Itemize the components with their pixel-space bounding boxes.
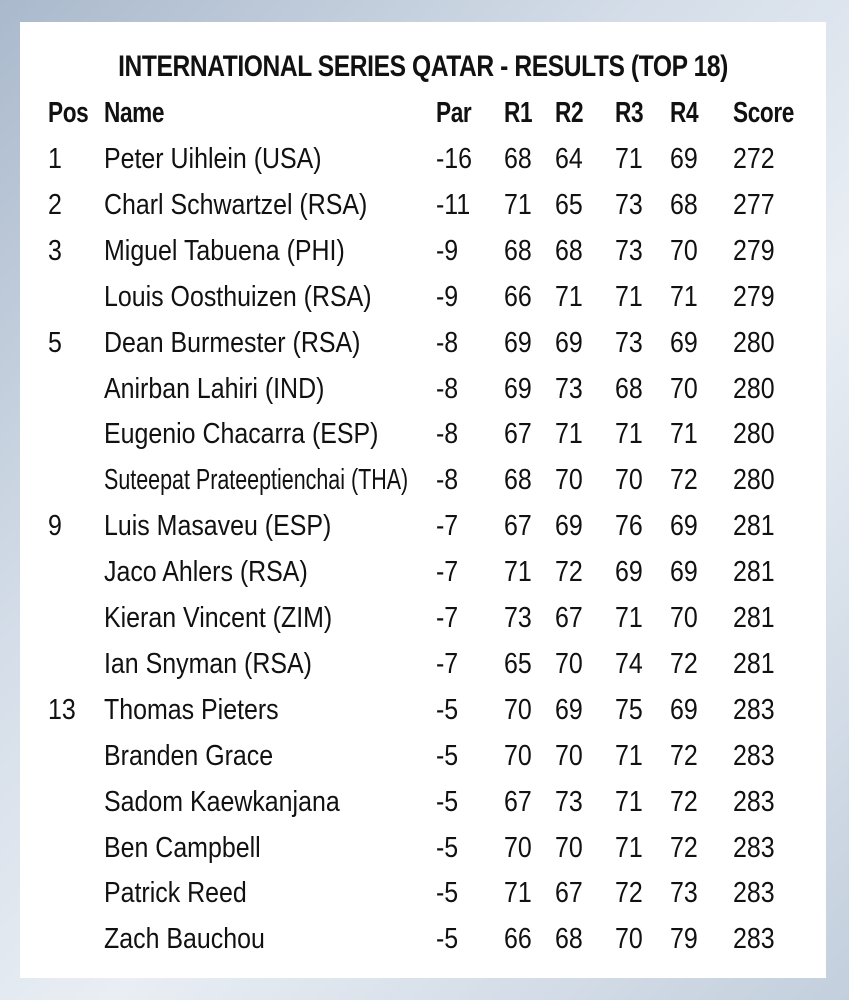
table-row bbox=[20, 825, 826, 871]
cell-par: -7 bbox=[436, 556, 459, 589]
cell-score: 277 bbox=[733, 188, 775, 221]
cell-r3: 74 bbox=[615, 647, 643, 680]
cell-r4: 72 bbox=[670, 785, 698, 818]
table-row bbox=[20, 182, 826, 228]
cell-r2: 67 bbox=[555, 602, 583, 634]
header-r4: R4 bbox=[670, 97, 699, 129]
cell-r4: 70 bbox=[670, 602, 698, 634]
cell-score: 283 bbox=[733, 693, 775, 726]
cell-par: -9 bbox=[436, 234, 459, 267]
cell-score: 279 bbox=[733, 280, 775, 313]
cell-r1: 69 bbox=[504, 326, 532, 359]
cell-par: -5 bbox=[436, 923, 459, 956]
cell-pos: 3 bbox=[48, 234, 62, 267]
cell-r2: 69 bbox=[555, 693, 583, 726]
cell-par: -7 bbox=[436, 602, 459, 634]
table-row bbox=[20, 641, 826, 687]
cell-r4: 79 bbox=[670, 923, 698, 956]
cell-par: -9 bbox=[436, 280, 459, 313]
cell-r1: 67 bbox=[504, 510, 532, 543]
cell-r2: 71 bbox=[555, 280, 583, 313]
cell-r1: 71 bbox=[504, 877, 532, 910]
table-row bbox=[20, 779, 826, 825]
cell-pos: 9 bbox=[48, 510, 62, 543]
cell-score: 281 bbox=[733, 556, 775, 589]
cell-name: Charl Schwartzel (RSA) bbox=[104, 188, 368, 221]
cell-r4: 72 bbox=[670, 647, 698, 680]
table-row bbox=[20, 228, 826, 274]
header-par: Par bbox=[436, 97, 472, 129]
cell-r3: 72 bbox=[615, 877, 643, 910]
cell-r2: 67 bbox=[555, 877, 583, 910]
cell-name: Sadom Kaewkanjana bbox=[104, 785, 340, 818]
table-row bbox=[20, 687, 826, 733]
table-row bbox=[20, 411, 826, 457]
cell-r4: 71 bbox=[670, 280, 698, 313]
cell-r1: 68 bbox=[504, 464, 532, 497]
cell-r1: 71 bbox=[504, 556, 532, 589]
table-row bbox=[20, 503, 826, 549]
cell-par: -8 bbox=[436, 326, 459, 359]
cell-r1: 70 bbox=[504, 693, 532, 726]
cell-r2: 70 bbox=[555, 831, 583, 864]
cell-name: Ben Campbell bbox=[104, 831, 261, 864]
cell-par: -11 bbox=[436, 188, 471, 221]
cell-score: 281 bbox=[733, 647, 775, 680]
cell-name: Thomas Pieters bbox=[104, 693, 279, 726]
cell-name: Branden Grace bbox=[104, 739, 274, 772]
cell-r4: 69 bbox=[670, 326, 698, 359]
cell-name: Louis Oosthuizen (RSA) bbox=[104, 280, 372, 313]
cell-r1: 68 bbox=[504, 234, 532, 267]
cell-r2: 73 bbox=[555, 372, 583, 405]
cell-r3: 68 bbox=[615, 372, 643, 405]
table-row bbox=[20, 457, 826, 503]
cell-r4: 69 bbox=[670, 693, 698, 726]
cell-r3: 75 bbox=[615, 693, 643, 726]
cell-score: 283 bbox=[733, 877, 775, 910]
cell-r1: 70 bbox=[504, 831, 532, 864]
cell-par: -7 bbox=[436, 510, 459, 543]
cell-name: Peter Uihlein (USA) bbox=[104, 143, 322, 175]
cell-par: -8 bbox=[436, 418, 459, 451]
table-row bbox=[20, 366, 826, 412]
cell-par: -16 bbox=[436, 143, 473, 175]
cell-r1: 68 bbox=[504, 143, 532, 175]
cell-r1: 66 bbox=[504, 923, 532, 956]
table-row bbox=[20, 274, 826, 320]
cell-par: -8 bbox=[436, 372, 459, 405]
cell-r2: 73 bbox=[555, 785, 583, 818]
cell-pos: 13 bbox=[48, 693, 76, 726]
cell-par: -5 bbox=[436, 831, 459, 864]
table-header-row bbox=[20, 90, 826, 136]
cell-r3: 70 bbox=[615, 464, 643, 497]
cell-r2: 70 bbox=[555, 464, 583, 497]
cell-r3: 71 bbox=[615, 280, 643, 313]
header-pos: Pos bbox=[48, 97, 89, 129]
cell-r4: 72 bbox=[670, 739, 698, 772]
cell-pos: 1 bbox=[48, 143, 62, 175]
cell-r4: 68 bbox=[670, 188, 698, 221]
cell-score: 280 bbox=[733, 418, 775, 451]
cell-r4: 69 bbox=[670, 510, 698, 543]
cell-name: Patrick Reed bbox=[104, 877, 247, 910]
cell-r1: 67 bbox=[504, 785, 532, 818]
cell-r3: 71 bbox=[615, 418, 643, 451]
cell-score: 283 bbox=[733, 831, 775, 864]
cell-r3: 73 bbox=[615, 234, 643, 267]
cell-par: -5 bbox=[436, 693, 459, 726]
cell-score: 280 bbox=[733, 464, 775, 497]
cell-r4: 71 bbox=[670, 418, 698, 451]
cell-r4: 69 bbox=[670, 556, 698, 589]
cell-r2: 65 bbox=[555, 188, 583, 221]
cell-score: 280 bbox=[733, 326, 775, 359]
cell-r1: 70 bbox=[504, 739, 532, 772]
cell-r3: 73 bbox=[615, 188, 643, 221]
cell-score: 281 bbox=[733, 510, 775, 543]
cell-r2: 64 bbox=[555, 143, 583, 175]
cell-r1: 69 bbox=[504, 372, 532, 405]
cell-name: Anirban Lahiri (IND) bbox=[104, 372, 325, 405]
cell-r4: 70 bbox=[670, 372, 698, 405]
cell-score: 283 bbox=[733, 785, 775, 818]
table-row bbox=[20, 733, 826, 779]
cell-r3: 71 bbox=[615, 831, 643, 864]
cell-r4: 70 bbox=[670, 234, 698, 267]
cell-name: Eugenio Chacarra (ESP) bbox=[104, 418, 379, 451]
cell-r1: 71 bbox=[504, 188, 532, 221]
cell-r3: 76 bbox=[615, 510, 643, 543]
cell-r2: 72 bbox=[555, 556, 583, 589]
cell-r2: 68 bbox=[555, 234, 583, 267]
cell-score: 280 bbox=[733, 372, 775, 405]
cell-score: 283 bbox=[733, 923, 775, 956]
cell-pos: 5 bbox=[48, 326, 62, 359]
cell-par: -5 bbox=[436, 739, 459, 772]
cell-name: Ian Snyman (RSA) bbox=[104, 647, 312, 680]
cell-r2: 69 bbox=[555, 326, 583, 359]
cell-r3: 70 bbox=[615, 923, 643, 956]
cell-name: Dean Burmester (RSA) bbox=[104, 326, 361, 359]
header-r1: R1 bbox=[504, 97, 533, 129]
cell-r3: 71 bbox=[615, 602, 643, 634]
cell-r2: 71 bbox=[555, 418, 583, 451]
cell-pos: 2 bbox=[48, 188, 62, 221]
cell-score: 283 bbox=[733, 739, 775, 772]
cell-r2: 69 bbox=[555, 510, 583, 543]
cell-par: -7 bbox=[436, 647, 459, 680]
cell-name: Jaco Ahlers (RSA) bbox=[104, 556, 308, 589]
table-row bbox=[20, 549, 826, 595]
cell-name: Luis Masaveu (ESP) bbox=[104, 510, 332, 543]
cell-r1: 66 bbox=[504, 280, 532, 313]
table-row bbox=[20, 136, 826, 182]
cell-r2: 70 bbox=[555, 739, 583, 772]
cell-name: Zach Bauchou bbox=[104, 923, 265, 956]
cell-score: 281 bbox=[733, 602, 775, 634]
cell-r2: 70 bbox=[555, 647, 583, 680]
header-r2: R2 bbox=[555, 97, 584, 129]
cell-r3: 73 bbox=[615, 326, 643, 359]
cell-name: Kieran Vincent (ZIM) bbox=[104, 602, 333, 634]
cell-r1: 65 bbox=[504, 647, 532, 680]
cell-name: Suteepat Prateeptienchai (THA) bbox=[104, 464, 409, 497]
cell-r2: 68 bbox=[555, 923, 583, 956]
cell-r1: 67 bbox=[504, 418, 532, 451]
header-name: Name bbox=[104, 97, 165, 129]
cell-r3: 69 bbox=[615, 556, 643, 589]
results-card bbox=[20, 22, 826, 978]
cell-name: Miguel Tabuena (PHI) bbox=[104, 234, 345, 267]
cell-r4: 72 bbox=[670, 464, 698, 497]
table-row bbox=[20, 320, 826, 366]
cell-score: 272 bbox=[733, 143, 775, 175]
cell-r4: 72 bbox=[670, 831, 698, 864]
cell-r4: 73 bbox=[670, 877, 698, 910]
cell-r3: 71 bbox=[615, 785, 643, 818]
table-title: INTERNATIONAL SERIES QATAR - RESULTS (TOP 18) bbox=[118, 50, 728, 83]
table-row bbox=[20, 916, 826, 962]
cell-par: -5 bbox=[436, 877, 459, 910]
cell-score: 279 bbox=[733, 234, 775, 267]
header-r3: R3 bbox=[615, 97, 644, 129]
table-row bbox=[20, 595, 826, 641]
cell-r1: 73 bbox=[504, 602, 532, 634]
cell-r3: 71 bbox=[615, 143, 643, 175]
cell-r3: 71 bbox=[615, 739, 643, 772]
cell-par: -5 bbox=[436, 785, 459, 818]
header-score: Score bbox=[733, 97, 794, 129]
cell-par: -8 bbox=[436, 464, 459, 497]
cell-r4: 69 bbox=[670, 143, 698, 175]
table-row bbox=[20, 870, 826, 916]
